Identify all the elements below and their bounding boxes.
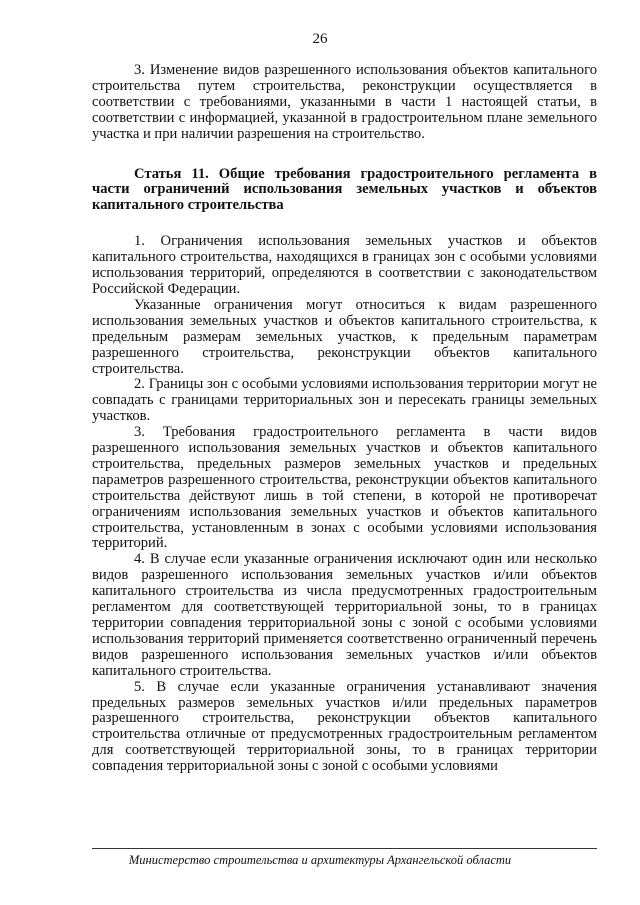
document-body xyxy=(92,63,597,775)
page-number: 26 xyxy=(312,31,328,47)
paragraph-3: 3. Требования градостроительного регламента в части видов разрешенного использования земельных участков и объектов капитального строительства, предельных размеров земельных участков и предельных параметров разрешенного строительства, реконструкции объектов капитального строительства действуют лишь в той степени, в которой не противоречат ограничениям использования земельных участков и объектов капитального строительства, установленным в зонах с особыми условиями использования территорий. xyxy=(92,424,597,552)
article-heading: Статья 11. Общие требования градостроительного регламента в части ограничений использования земельных участков и объектов капитального строительства xyxy=(92,165,597,214)
paragraph-section-3: 3. Изменение видов разрешенного использования объектов капитального строительства путем строительства, реконструкции осуществляется в соответствии с требованиями, указанными в части 1 настоящей статьи, в соответствии с информацией, указанной в градостроительном плане земельного участка и при наличии разрешения на строительство. xyxy=(92,62,597,142)
paragraph-5: 5. В случае если указанные ограничения устанавливают значения предельных размеров земельных участков и/или предельных параметров разрешенного строительства, реконструкции объектов капитального строительства отличные от предусмотренных градостроительным регламентом для соответствующей территориальной зоны, то в границах территории совпадения территориальной зоны с зоной с особыми условиями xyxy=(92,678,597,775)
paragraph-1-continued: Указанные ограничения могут относиться к видам разрешенного использования земельных участков и объектов капитального строительства, к предельным размерам земельных участков, к предельным параметрам разрешенного строительства, реконструкции объектов капитального строительства. xyxy=(92,296,597,377)
paragraph-2: 2. Границы зон с особыми условиями использования территории могут не совпадать с границами территориальных зон и пересекать границы земельных участков. xyxy=(92,376,597,425)
paragraph-4: 4. В случае если указанные ограничения исключают один или несколько видов разрешенного использования земельных участков и/или объектов капитального строительства из числа предусмотренных градостроительным регламентом для соответствующей территориальной зоны, то в границах территории совпадения территориальной зоны с зоной с особыми условиями использования территорий применяется соответственно ограниченный перечень видов разрешенного использования земельных участков и/или объектов капитального строительства. xyxy=(92,551,597,679)
footer-divider xyxy=(92,848,597,849)
paragraph-1: 1. Ограничения использования земельных участков и объектов капитального строительства, находящихся в границах зон с особыми условиями использования территорий, определяются в соответствии с законодательством Российской Федерации. xyxy=(92,233,597,297)
page-footer: Министерство строительства и архитектуры Архангельской области xyxy=(128,853,512,867)
